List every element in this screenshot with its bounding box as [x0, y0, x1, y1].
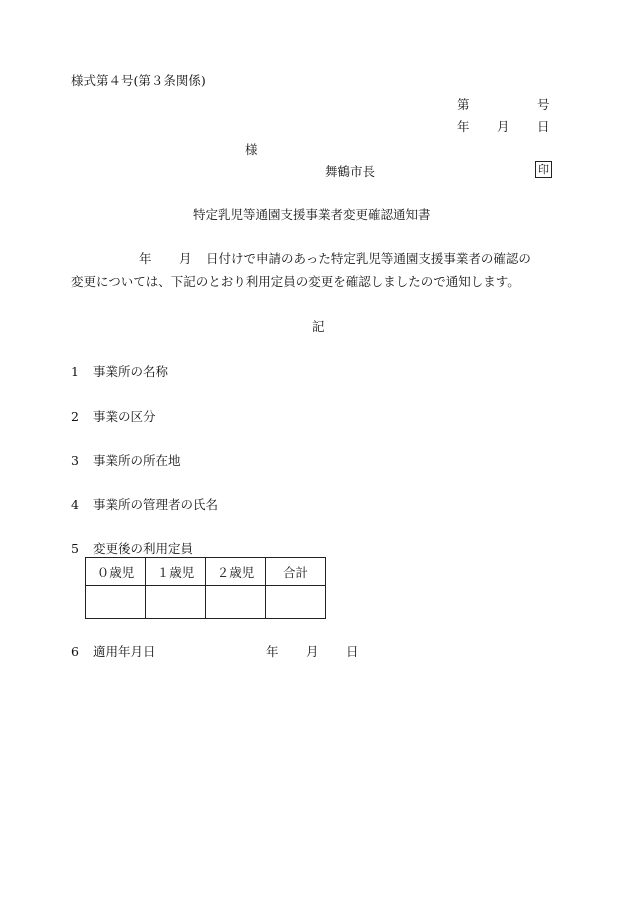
form-id: 様式第４号(第３条関係) — [71, 73, 206, 88]
body-month: 月 — [179, 251, 192, 266]
capacity-value-age0 — [86, 586, 146, 619]
capacity-value-age1 — [146, 586, 206, 619]
capacity-value-age2 — [206, 586, 266, 619]
item-label: 事業所の管理者の氏名 — [93, 497, 219, 512]
item-label: 変更後の利用定員 — [93, 541, 194, 556]
addressee-suffix: 様 — [245, 142, 258, 157]
date-year: 年 — [457, 119, 470, 134]
doc-number-suffix: 号 — [537, 97, 550, 112]
doc-number-prefix: 第 — [457, 97, 470, 112]
date-month: 月 — [497, 119, 510, 134]
capacity-table — [85, 557, 326, 619]
capacity-header-age1: １歳児 — [146, 558, 206, 586]
capacity-table-value-row — [86, 586, 326, 619]
body-line2: 変更については、下記のとおり利用定員の変更を確認しましたので通知します。 — [71, 274, 520, 289]
body-line1: 日付けで申請のあった特定乳児等通園支援事業者の確認の — [206, 251, 531, 266]
item-label: 事業所の所在地 — [93, 453, 181, 468]
note-heading: 記 — [312, 319, 325, 334]
item-number: 2 — [71, 409, 79, 424]
seal-box: 印 — [535, 161, 552, 178]
capacity-header-age0: ０歳児 — [86, 558, 146, 586]
issuer: 舞鶴市長 — [325, 164, 376, 179]
item-number: 1 — [71, 364, 79, 379]
item-number: 5 — [71, 541, 79, 556]
item-label: 事業の区分 — [93, 409, 156, 424]
item-label: 事業所の名称 — [93, 364, 169, 379]
capacity-header-total: 合計 — [266, 558, 326, 586]
item-number: 4 — [71, 497, 79, 512]
apply-date-day: 日 — [346, 644, 359, 659]
document-title: 特定乳児等通園支援事業者変更確認通知書 — [193, 207, 431, 222]
capacity-header-age2: ２歳児 — [206, 558, 266, 586]
apply-date-month: 月 — [306, 644, 319, 659]
body-year: 年 — [139, 251, 152, 266]
capacity-value-total — [266, 586, 326, 619]
item-number: 6 — [71, 644, 79, 659]
date-day: 日 — [537, 119, 550, 134]
apply-date-year: 年 — [266, 644, 279, 659]
capacity-table-header-row — [86, 558, 326, 586]
item-number: 3 — [71, 453, 79, 468]
item-label: 適用年月日 — [93, 644, 156, 659]
